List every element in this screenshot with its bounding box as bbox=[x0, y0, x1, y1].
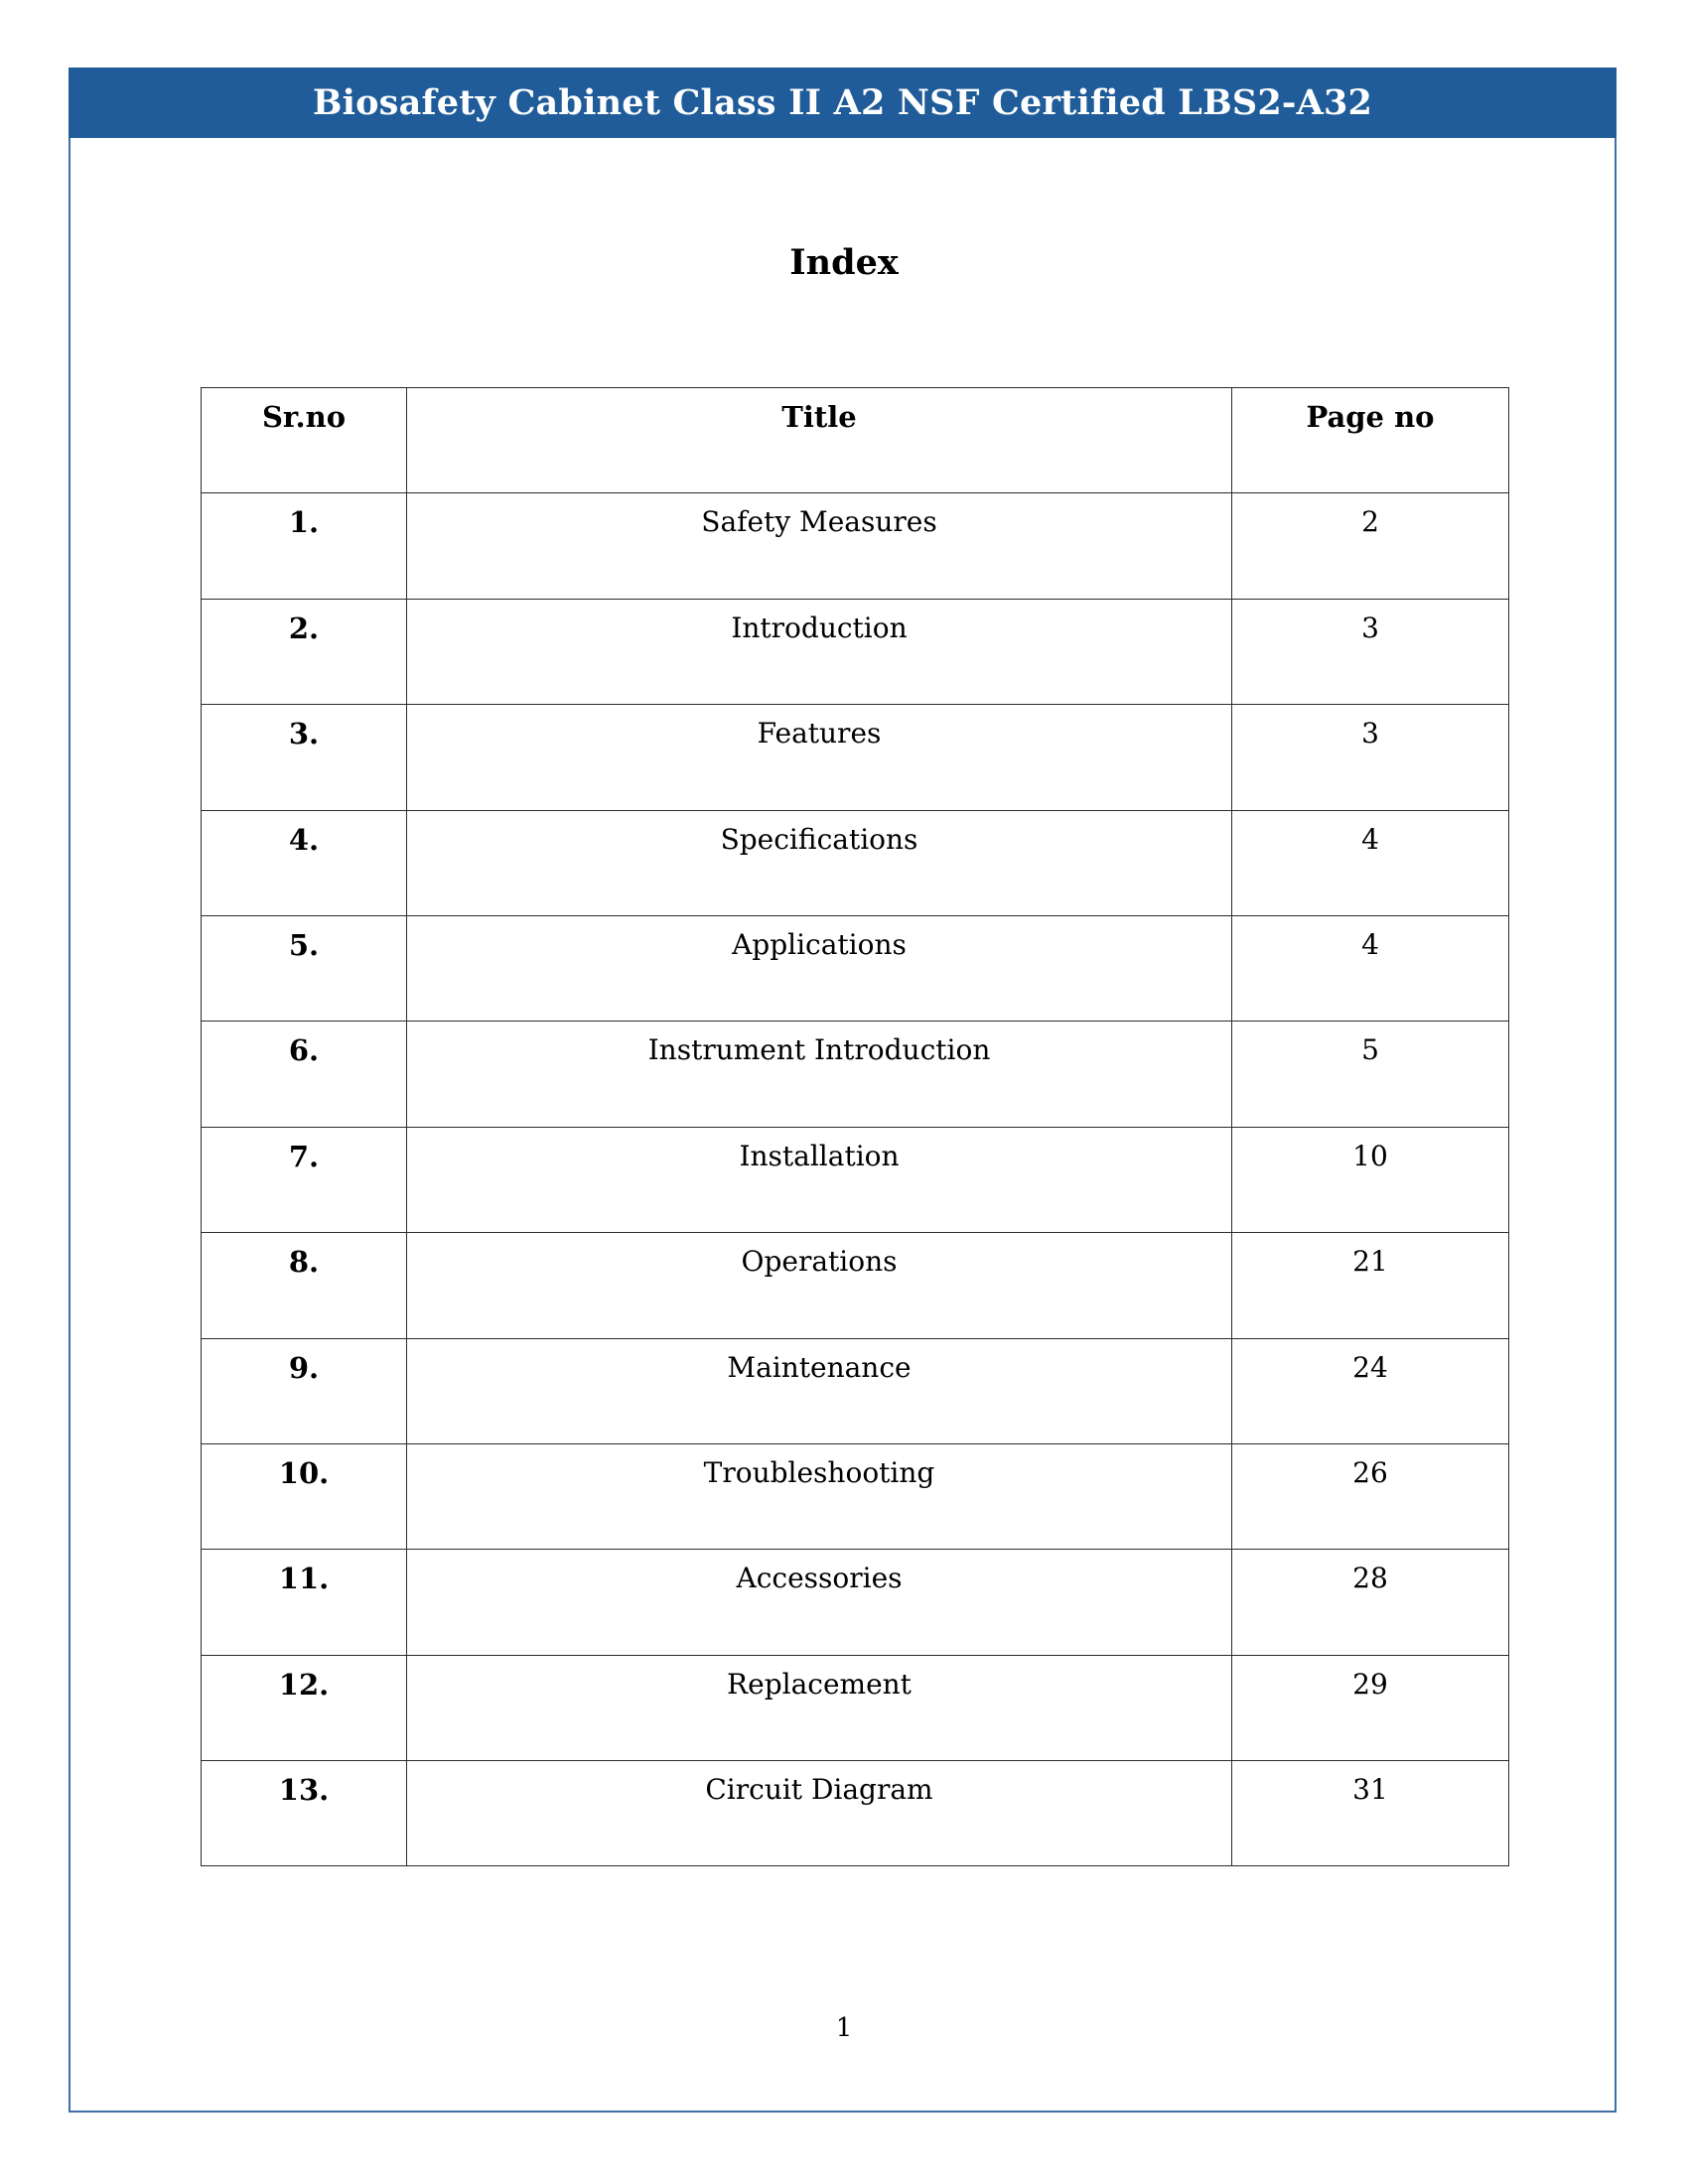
page-title: Index bbox=[789, 242, 899, 283]
row-page-no: 21 bbox=[1232, 1233, 1509, 1338]
table-row bbox=[202, 1443, 1509, 1549]
row-page-no: 10 bbox=[1232, 1127, 1509, 1232]
row-page-no: 28 bbox=[1232, 1550, 1509, 1655]
page-number: 1 bbox=[835, 2013, 853, 2043]
row-title: Circuit Diagram bbox=[407, 1761, 1232, 1866]
row-sr-no: 5. bbox=[202, 915, 407, 1021]
column-header-title: Title bbox=[407, 388, 1232, 493]
index-table bbox=[201, 387, 1509, 1866]
column-header-sr-no: Sr.no bbox=[202, 388, 407, 493]
row-title: Replacement bbox=[407, 1655, 1232, 1760]
table-row bbox=[202, 915, 1509, 1021]
row-page-no: 24 bbox=[1232, 1338, 1509, 1443]
header-banner bbox=[69, 68, 1617, 138]
table-row bbox=[202, 1655, 1509, 1760]
header-title: Biosafety Cabinet Class II A2 NSF Certified LBS2-A32 bbox=[312, 82, 1373, 123]
row-title: Troubleshooting bbox=[407, 1443, 1232, 1549]
table-row bbox=[202, 810, 1509, 915]
row-title: Features bbox=[407, 705, 1232, 810]
row-title: Safety Measures bbox=[407, 493, 1232, 599]
row-sr-no: 1. bbox=[202, 493, 407, 599]
table-row bbox=[202, 705, 1509, 810]
row-sr-no: 3. bbox=[202, 705, 407, 810]
table-body bbox=[202, 493, 1509, 1866]
row-title: Instrument Introduction bbox=[407, 1022, 1232, 1127]
row-sr-no: 11. bbox=[202, 1550, 407, 1655]
table-row bbox=[202, 1233, 1509, 1338]
row-sr-no: 13. bbox=[202, 1761, 407, 1866]
row-page-no: 26 bbox=[1232, 1443, 1509, 1549]
row-sr-no: 2. bbox=[202, 599, 407, 704]
row-page-no: 2 bbox=[1232, 493, 1509, 599]
row-page-no: 31 bbox=[1232, 1761, 1509, 1866]
row-sr-no: 4. bbox=[202, 810, 407, 915]
row-page-no: 3 bbox=[1232, 705, 1509, 810]
row-title: Installation bbox=[407, 1127, 1232, 1232]
table-header-row bbox=[202, 388, 1509, 493]
row-page-no: 3 bbox=[1232, 599, 1509, 704]
row-page-no: 5 bbox=[1232, 1022, 1509, 1127]
table-row bbox=[202, 599, 1509, 704]
row-title: Operations bbox=[407, 1233, 1232, 1338]
row-title: Introduction bbox=[407, 599, 1232, 704]
table-row bbox=[202, 493, 1509, 599]
row-sr-no: 8. bbox=[202, 1233, 407, 1338]
table-row bbox=[202, 1338, 1509, 1443]
row-sr-no: 10. bbox=[202, 1443, 407, 1549]
table-row bbox=[202, 1022, 1509, 1127]
row-sr-no: 9. bbox=[202, 1338, 407, 1443]
row-title: Applications bbox=[407, 915, 1232, 1021]
row-page-no: 29 bbox=[1232, 1655, 1509, 1760]
row-sr-no: 12. bbox=[202, 1655, 407, 1760]
table-row bbox=[202, 1550, 1509, 1655]
row-title: Maintenance bbox=[407, 1338, 1232, 1443]
column-header-page-no: Page no bbox=[1232, 388, 1509, 493]
row-title: Specifications bbox=[407, 810, 1232, 915]
row-sr-no: 7. bbox=[202, 1127, 407, 1232]
row-title: Accessories bbox=[407, 1550, 1232, 1655]
table-row bbox=[202, 1761, 1509, 1866]
row-page-no: 4 bbox=[1232, 915, 1509, 1021]
row-sr-no: 6. bbox=[202, 1022, 407, 1127]
row-page-no: 4 bbox=[1232, 810, 1509, 915]
table-row bbox=[202, 1127, 1509, 1232]
